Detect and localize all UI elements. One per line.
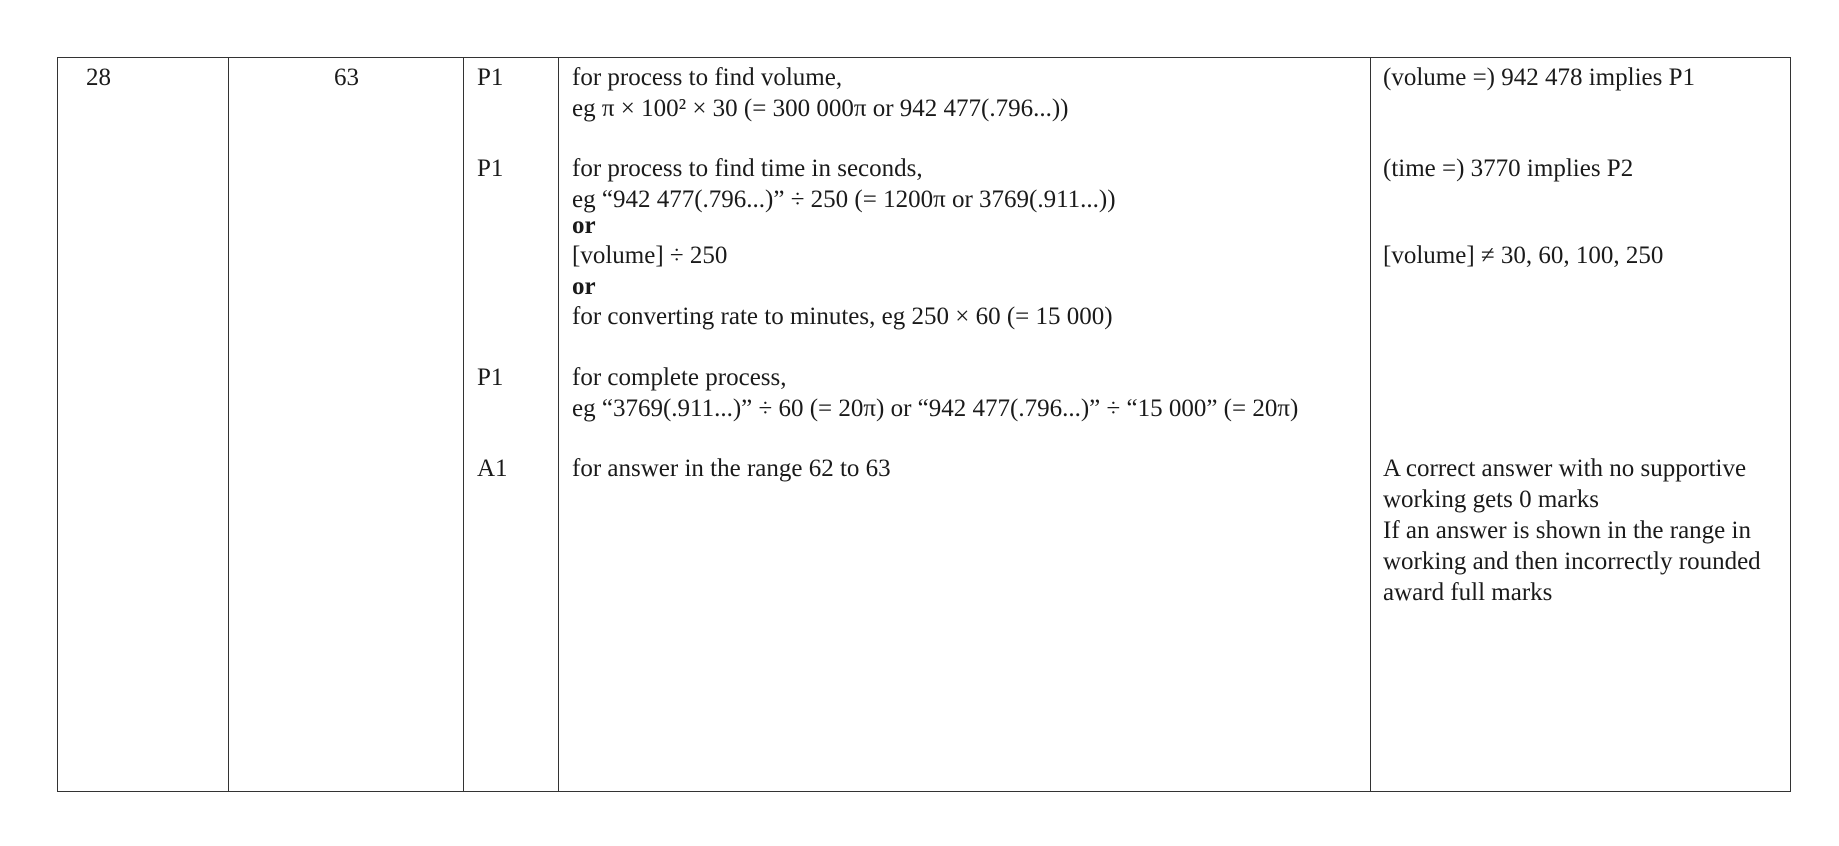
guidance-line	[572, 93, 1069, 124]
question-column	[58, 58, 228, 791]
guidance-text: eg π × 100² × 30 (= 300 000π or 942 477(.796...))	[572, 95, 1069, 122]
additional-note: (time =) 3770 implies P2	[1383, 155, 1634, 182]
mark-code: P1	[477, 64, 504, 91]
mark-column	[463, 58, 558, 791]
guidance-line: eg “942 477(.796...)” ÷ 250 (= 1200π or 3769(.911...))	[572, 186, 1116, 213]
mark-code: P1	[477, 364, 504, 391]
mark-code: A1	[477, 455, 508, 482]
question-number: 28	[86, 64, 111, 91]
additional-guidance-column	[1370, 58, 1792, 791]
guidance-line: eg “3769(.911...)” ÷ 60 (= 20π) or “942 477(.796...)” ÷ “15 000” (= 20π)	[572, 395, 1299, 422]
additional-note: A correct answer with no supportive working gets 0 marks	[1383, 455, 1747, 513]
guidance-line: for complete process,	[572, 364, 787, 391]
guidance-line: for process to find volume,	[572, 64, 843, 91]
or-divider: or	[572, 212, 596, 239]
mark-scheme-table	[57, 57, 1791, 792]
guidance-line: for converting rate to minutes, eg 250 × 60 (= 15 000)	[572, 303, 1113, 330]
mark-code: P1	[477, 155, 504, 182]
guidance-line: [volume] ÷ 250	[572, 242, 728, 269]
guidance-line: for answer in the range 62 to 63	[572, 455, 891, 482]
guidance-line: for process to find time in seconds,	[572, 155, 923, 182]
additional-note: (volume =) 942 478 implies P1	[1383, 64, 1695, 91]
answer-value: 63	[334, 64, 359, 91]
mark-guidance-column	[558, 58, 1370, 791]
additional-note: [volume] ≠ 30, 60, 100, 250	[1383, 242, 1664, 269]
or-divider: or	[572, 273, 596, 300]
additional-note: If an answer is shown in the range in working and then incorrectly rounded award full marks	[1383, 517, 1761, 606]
answer-column	[228, 58, 463, 791]
